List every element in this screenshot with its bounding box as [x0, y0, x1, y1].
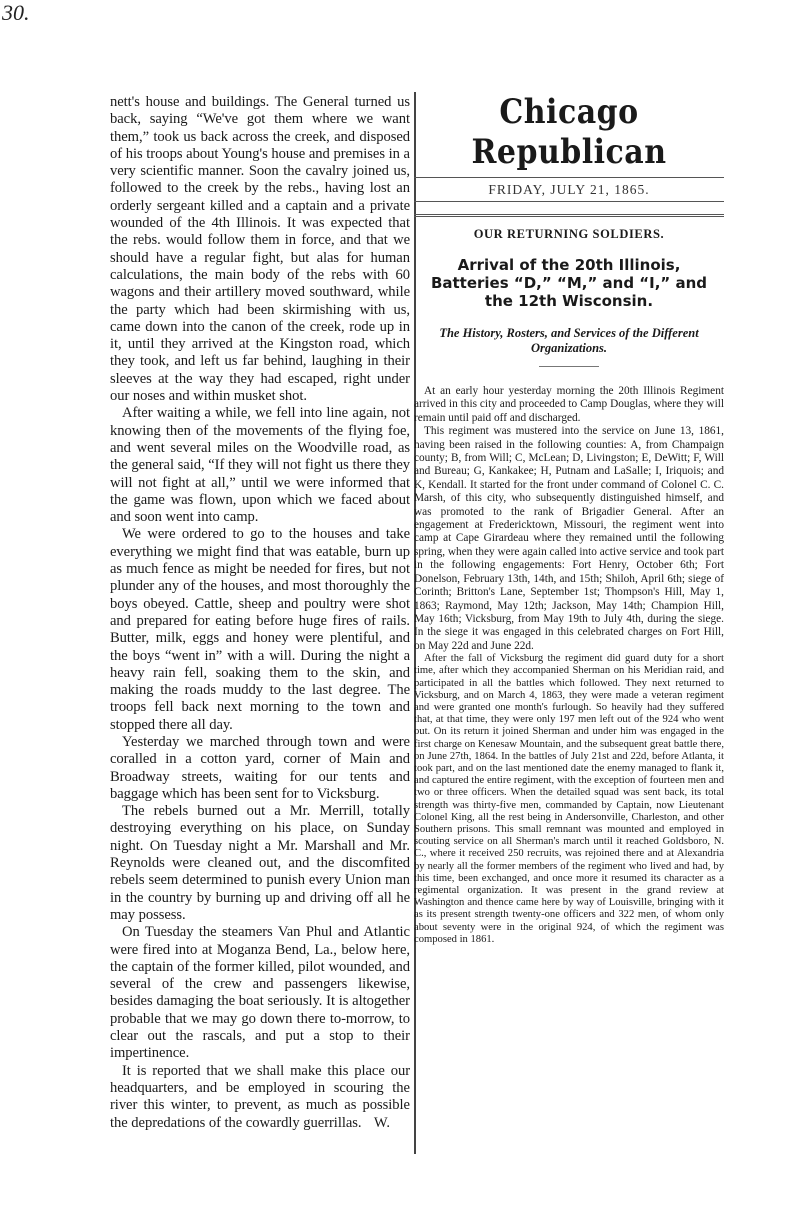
left-clipping	[106, 92, 416, 1154]
article-paragraph: After the fall of Vicksburg the regiment did guard duty for a short time, after which they accompanied Sherman on his Meridian raid, and participated in all the battles which followed. They next returned to Vicksburg, and on March 4, 1863, they were made a veteran regiment and were granted one month's furlough. So heavily had they suffered that, at that time, they were only 197 men left out of the 924 who went out. On its return it joined Sherman and under him was engaged in the first charge on Kenesaw Mountain, and the subsequent great battle there, on June 27th, 1864. In the battles of July 21st and 22d, before Atlanta, it took part, and on the last mentioned date the enemy managed to flank it, and captured the entire regiment, with the exception of fourteen men and two or three officers. When the detailed squad was sent back, its total strength was thirty-five men, commanded by Captain, now Lieutenant Colonel King, all the rest being in Andersonville, Charleston, and other Southern prisons. This small remnant was mounted and employed in scouting service on all Sherman's march until it reached Goldsboro, N. C., where it received 250 recruits, was rejoined there and at Alexandria by nearly all the former members of the regiment who lived and had, by this time, been exchanged, and once more it resumed its character as a regimental organization. It was present in the grand review at Washington and thence came here by way of Louisville, bringing with it as its present strength twenty-one officers and 322 men, of whom only about seventy were in the original 924, of which the regiment was composed in 1861.	[414, 653, 724, 945]
newspaper-masthead: Chicago Republican	[471, 92, 667, 173]
signature: W.	[373, 1114, 390, 1131]
article-body	[414, 385, 724, 946]
left-paragraph: nett's house and buildings. The General turned us back, saying “We've got them where we want them,” took us back across the creek, and disposed of his troops about Young's house and premises in a very scientific manner. Soon the cavalry joined us, followed to the creek by the rebs., having lost an orderly sergeant killed and a captain and a private wounded of the 4th Illinois. It was expected that the rebs. would follow them in force, and that we should have a regular fight, but alas for human calculations, the main body of the rebs with 60 wagons and their artillery moved southward, while the party which had been skirmishing with us, came down into the canon of the creek, rode up in it, until they arrived at the Kingston road, which they took, and left us far behind, laughing in their sleeves at the way they had escaped, right under our noses and within musket shot.	[110, 94, 410, 405]
left-paragraph: On Tuesday the steamers Van Phul and Atlantic were fired into at Moganza Bend, La., below here, the captain of the former killed, pilot wounded, and several of the crew and passengers likewise, besides damaging the boat seriously. It is altogether probable that we may go down there to-morrow, to clear out the rascals, and put a stop to their impertinence.	[110, 924, 410, 1062]
left-paragraph: The rebels burned out a Mr. Merrill, totally destroying everything on his place, on Sunday night. On Tuesday night a Mr. Marshall and Mr. Reynolds were cleaned out, and the discomfited rebels seem determined to punish every Union man in the country by burning up and driving off all he may possess.	[110, 803, 410, 923]
article-headline: OUR RETURNING SOLDIERS.	[473, 227, 665, 241]
article-paragraph: At an early hour yesterday morning the 20th Illinois Regiment arrived in this city and proceeded to Camp Douglas, where they will remain until paid off and discharged.	[414, 385, 724, 424]
right-clipping	[414, 92, 724, 1180]
left-paragraph: It is reported that we shall make this place our headquarters, and be employed in scouring the river this winter, to prevent, as much as possible the depredations of the cowardly guerrillas.	[110, 1062, 410, 1131]
left-paragraph: After waiting a while, we fell into line again, not knowing then of the movements of the flying foe, and went several miles on the Woodville road, as the general said, “If they will not fight us there they will not fight at all,” until we were informed that the game was flown, upon which we faced about and soon went into camp.	[110, 405, 410, 526]
dateline: FRIDAY, JULY 21, 1865.	[414, 177, 724, 202]
article-paragraph: This regiment was mustered into the service on June 13, 1861, having been raised in the following counties: A, from Champaign county; B, from Will; C, McLean; D, Livingston; E, DeWitt; F, Will and Bureau; G, Kankakee; H, Putnam and LaSalle; I, Iriquois; and K, Kendall. It started for the front under command of Colonel C. C. Marsh, of this city, who subsequently distinguished himself, and was promoted to the rank of Brigadier General. After an engagement at Fredericktown, Missouri, the regiment went into camp at Cape Girardeau where they remained until the following spring, when they were again called into active service and took part in the following engagements: Fort Henry, October 6th; Fort Donelson, February 13th, 14th, and 15th; Shiloh, April 6th; siege of Corinth; Britton's Lane, September 1st; Thompson's Hill, May 1, 1863; Raymond, May 12th; Jackson, May 14th; Champion Hill, May 16th; Vicksburg, from May 19th to July 4th, during the siege. In the siege it was engaged in this celebrated charges on Fort Hill, on May 22d and June 22d.	[414, 425, 724, 652]
page-number: 30.	[2, 0, 30, 25]
article-subheadline: Arrival of the 20th Illinois, Batteries “D,” “M,” and “I,” and the 12th Wisconsin.	[430, 256, 708, 310]
divider	[539, 366, 599, 367]
left-paragraph: We were ordered to go to the houses and take everything we might find that was eatable, burn up as much fence as might be needed for fires, but not plunder any of the houses, and most thoroughly the boys obeyed. Cattle, sheep and poultry were shot and prepared for eating before huge fires of rails. Butter, milk, eggs and honey were plentiful, and the boys “went in” with a will. During the night a heavy rain fell, soaking them to the skin, and making the roads muddy to the last degree. The troops fell back next morning to the town and stopped there all day.	[110, 526, 410, 733]
article-deck: The History, Rosters, and Services of the Different Organizations.	[439, 326, 699, 355]
left-paragraph: Yesterday we marched through town and were coralled in a cotton yard, corner of Main and Broadway streets, waiting for our tents and baggage which has been sent for to Vicksburg.	[110, 733, 410, 802]
divider	[414, 214, 724, 217]
